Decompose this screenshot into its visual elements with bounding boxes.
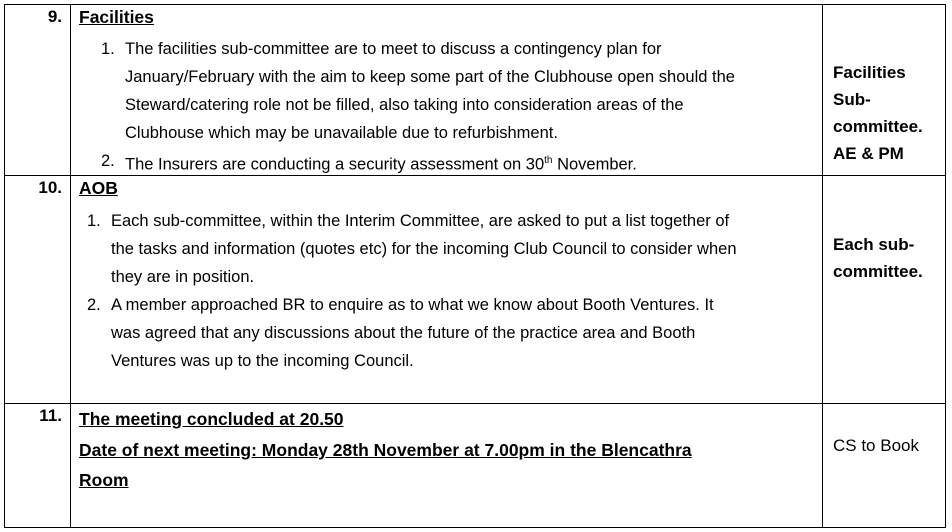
point-number: 2. bbox=[101, 152, 115, 170]
item-body bbox=[71, 176, 823, 403]
item-row-aob bbox=[4, 175, 946, 404]
point-line: was agreed that any discussions about the future of the practice area and Booth bbox=[111, 324, 696, 342]
action-line: Facilities bbox=[833, 63, 906, 82]
point-line: they are in position. bbox=[111, 268, 255, 286]
action-line: CS to Book bbox=[833, 436, 919, 455]
list-item bbox=[101, 35, 815, 147]
item-body bbox=[71, 404, 823, 527]
item-row-facilities bbox=[4, 4, 946, 176]
point-number: 2. bbox=[87, 296, 101, 314]
point-text: The Insurers are conducting a security assessment on 30 bbox=[125, 155, 545, 174]
point-number: 1. bbox=[87, 212, 101, 230]
item-number: 10. bbox=[5, 176, 71, 403]
item-heading: Facilities bbox=[79, 7, 154, 27]
list-item bbox=[101, 147, 815, 179]
meeting-concluded: The meeting concluded at 20.50 bbox=[79, 409, 344, 429]
point-line: January/February with the aim to keep some part of the Clubhouse open should the bbox=[125, 68, 735, 86]
next-meeting: Date of next meeting: Monday 28th November at 7.00pm in the Blencathra bbox=[79, 440, 692, 460]
point-line: The facilities sub-committee are to meet to discuss a contingency plan for bbox=[125, 40, 662, 58]
point-text-end: November. bbox=[552, 155, 637, 174]
item-points bbox=[87, 207, 817, 375]
point-line: the tasks and information (quotes etc) for the incoming Club Council to consider when bbox=[111, 240, 737, 258]
action-line: committee. bbox=[833, 117, 923, 136]
action-line: Each sub- bbox=[833, 235, 915, 254]
action-owner bbox=[823, 404, 947, 527]
point-line: Each sub-committee, within the Interim Committee, are asked to put a list together of bbox=[111, 212, 730, 230]
point-line: Steward/catering role not be filled, also taking into consideration areas of the bbox=[125, 96, 684, 114]
list-item bbox=[87, 291, 817, 375]
item-points bbox=[101, 35, 815, 179]
action-line: AE & PM bbox=[833, 144, 904, 163]
list-item bbox=[87, 207, 817, 291]
point-line: A member approached BR to enquire as to what we know about Booth Ventures. It bbox=[111, 296, 714, 314]
point-line: Ventures was up to the incoming Council. bbox=[111, 352, 414, 370]
action-line: committee. bbox=[833, 262, 923, 281]
point-number: 1. bbox=[101, 40, 115, 58]
item-heading: AOB bbox=[79, 178, 118, 198]
action-owner bbox=[823, 5, 947, 175]
item-row-closing bbox=[4, 403, 946, 528]
action-owner bbox=[823, 176, 947, 403]
item-number: 9. bbox=[5, 5, 71, 175]
next-meeting-room: Room bbox=[79, 470, 129, 490]
item-body bbox=[71, 5, 823, 175]
point-line: Clubhouse which may be unavailable due to refurbishment. bbox=[125, 124, 558, 142]
item-number: 11. bbox=[5, 404, 71, 527]
ordinal-suffix: th bbox=[544, 155, 553, 166]
action-line: Sub- bbox=[833, 90, 871, 109]
